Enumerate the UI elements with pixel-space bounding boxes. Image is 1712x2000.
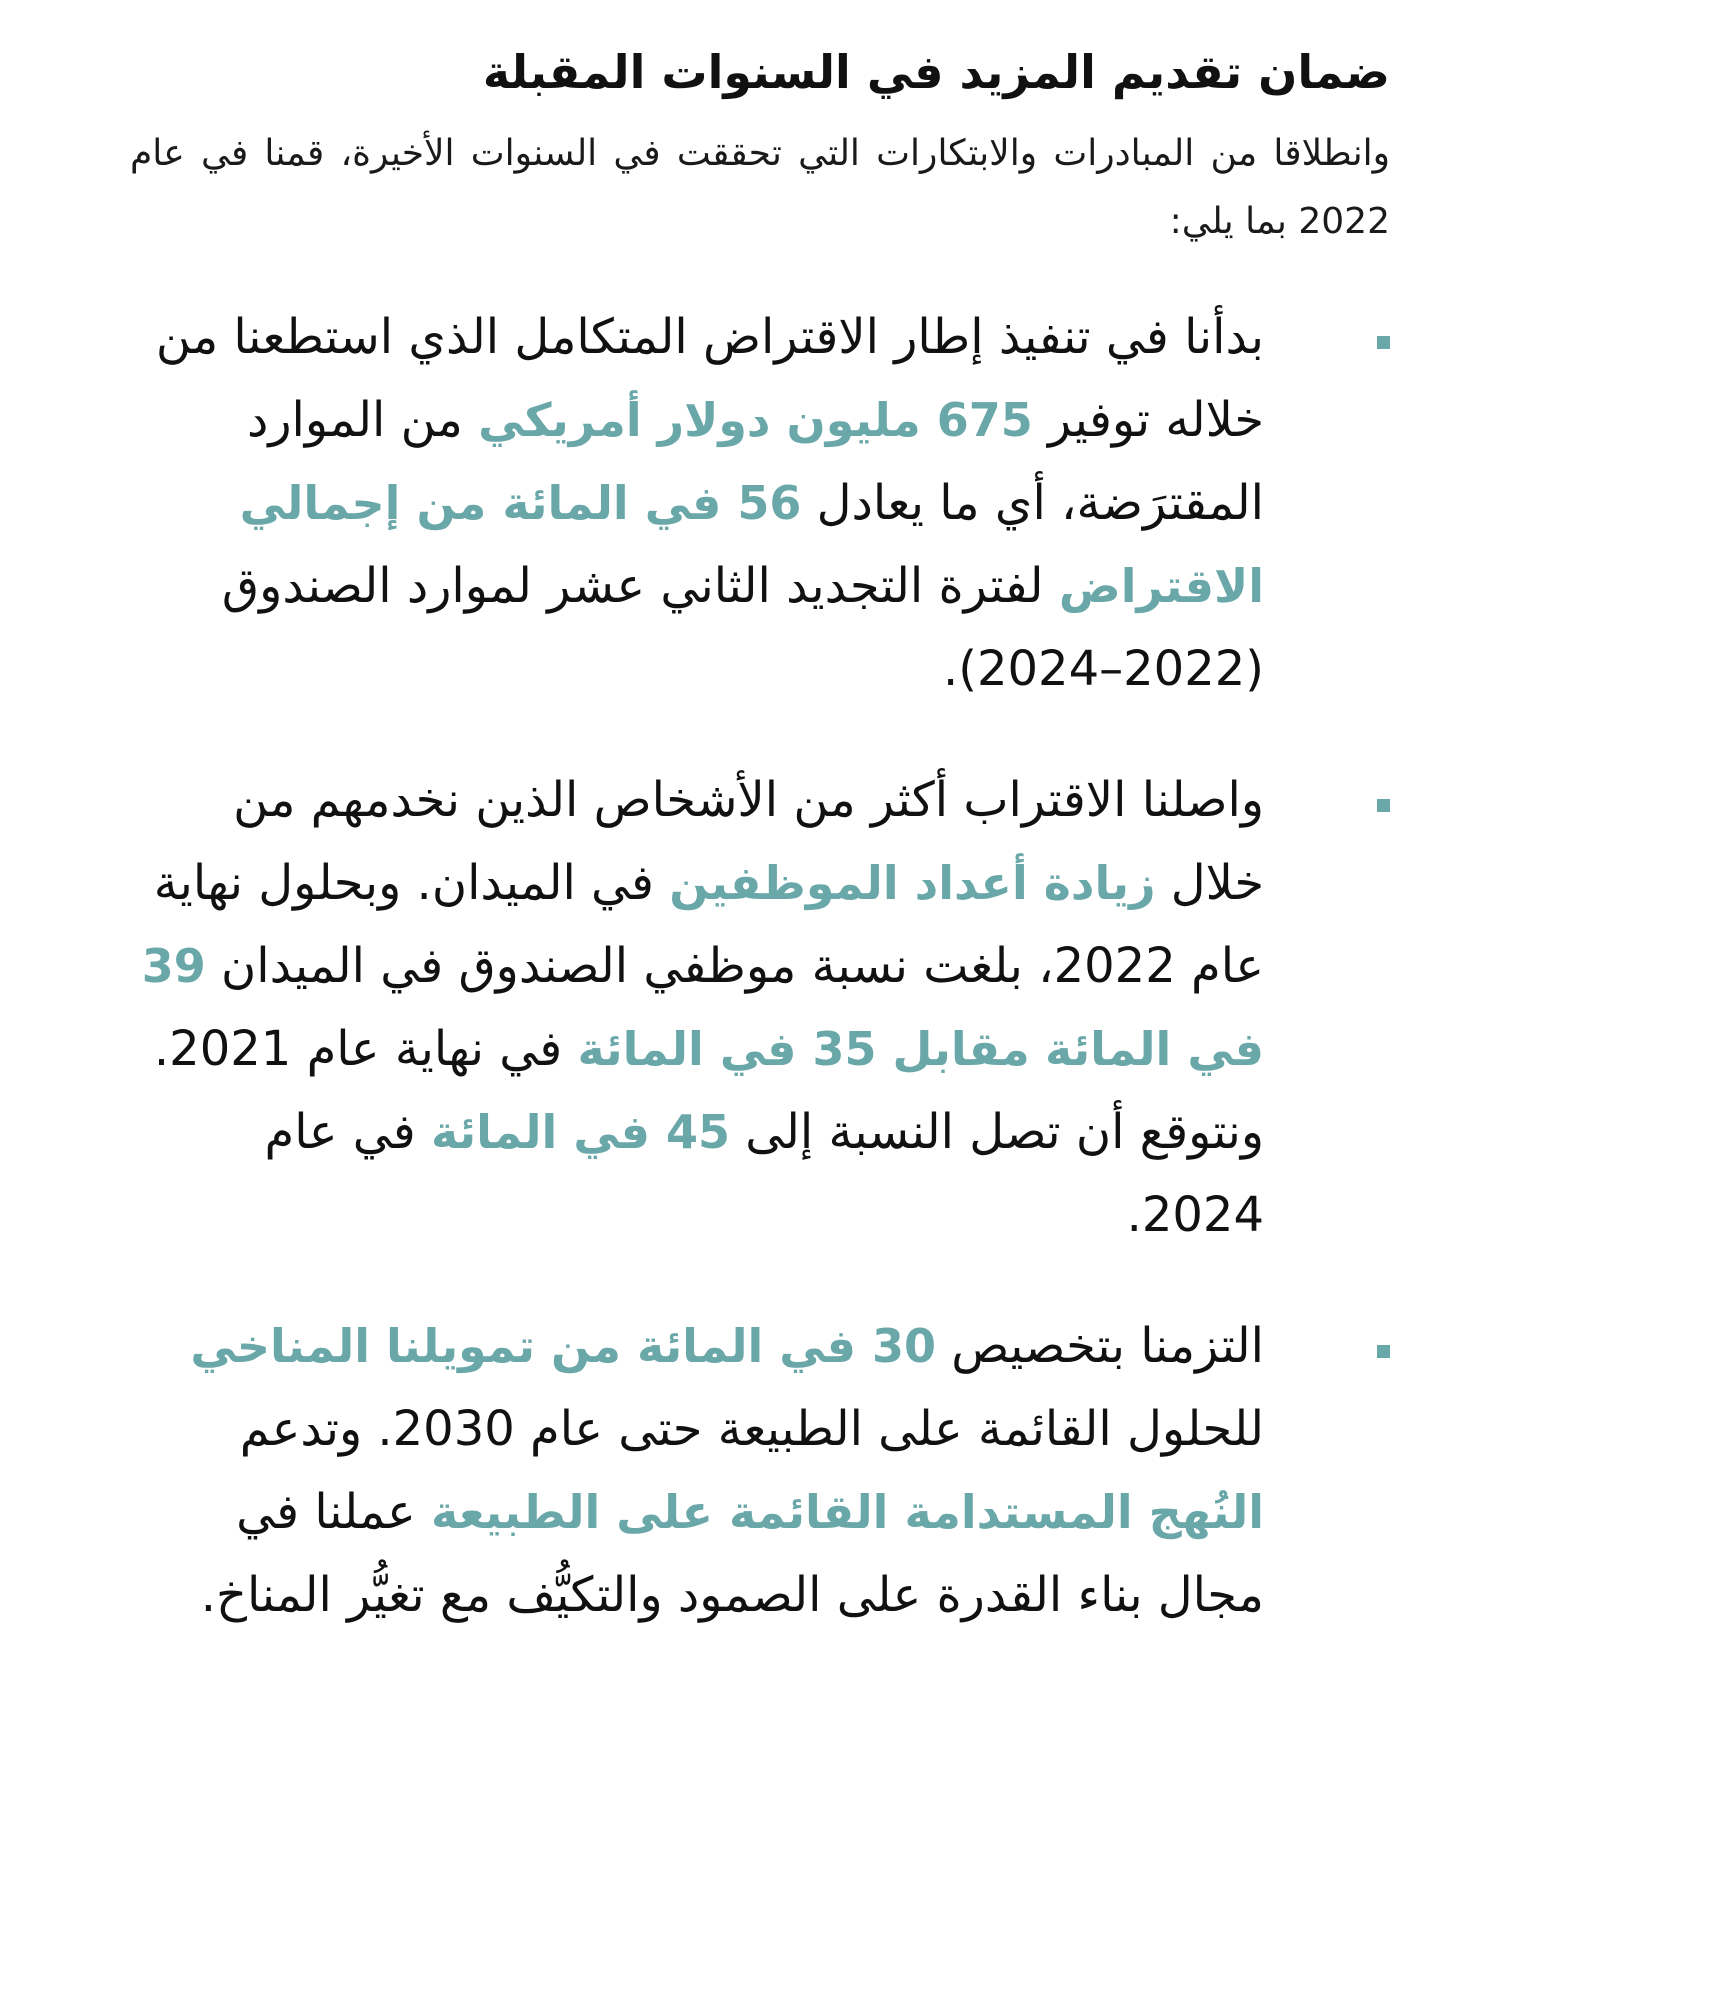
- highlight-text: النُهج المستدامة القائمة على الطبيعة: [430, 1485, 1264, 1539]
- highlight-text: زيادة أعداد الموظفين: [669, 856, 1156, 910]
- highlight-text: 675 مليون دولار أمريكي: [478, 393, 1033, 447]
- text-run: من الموارد المقترَضة، أي ما يعادل: [246, 392, 1264, 531]
- list-item-text: [130, 296, 1264, 711]
- text-run: عملنا في مجال بناء القدرة على الصمود والتكيُّف مع تغيُّر المناخ.: [200, 1484, 1264, 1623]
- bullet-square-icon: [1377, 336, 1390, 349]
- text-run: في عام 2024.: [264, 1104, 1264, 1243]
- text-run: لفترة التجديد الثاني عشر لموارد الصندوق (2022–2024).: [221, 558, 1264, 697]
- text-run: في نهاية عام 2021. ونتوقع أن تصل النسبة إلى: [153, 1021, 1264, 1160]
- highlight-text: 30 في المائة من تمويلنا المناخي: [190, 1319, 936, 1373]
- bullet-square-icon: [1377, 799, 1390, 812]
- list-item: [130, 296, 1390, 711]
- document-section: [130, 30, 1390, 1685]
- highlight-text: مقابل 35 في المائة: [577, 1022, 1030, 1076]
- achievements-list: [130, 296, 1390, 1637]
- text-run: في الميدان. وبحلول نهاية عام 2022، بلغت نسبة موظفي الصندوق في الميدان: [153, 855, 1264, 994]
- text-run: [1030, 1021, 1045, 1077]
- text-run: للحلول القائمة على الطبيعة حتى عام 2030. وتدعم: [239, 1401, 1264, 1457]
- section-heading: ضمان تقديم المزيد في السنوات المقبلة: [482, 45, 1390, 99]
- list-item-text: [130, 759, 1264, 1257]
- highlight-text: 45 في المائة: [430, 1105, 731, 1159]
- text-run: التزمنا بتخصيص: [935, 1318, 1264, 1374]
- bullet-square-icon: [1377, 1345, 1390, 1358]
- list-item-text: [130, 1305, 1264, 1637]
- intro-paragraph: وانطلاقا من المبادرات والابتكارات التي تحققت في السنوات الأخيرة، قمنا في عام 2022 بما يلي:: [130, 133, 1390, 242]
- text-run: واصلنا الاقتراب أكثر من الأشخاص الذين نخدمهم من خلال: [233, 772, 1264, 911]
- list-item: [130, 1305, 1390, 1637]
- highlight-text: 56 في المائة من إجمالي الاقتراض: [239, 476, 1264, 613]
- highlight-text: 39 في المائة: [141, 939, 1264, 1076]
- text-run: بدأنا في تنفيذ إطار الاقتراض المتكامل الذي استطعنا من خلاله توفير: [155, 309, 1264, 448]
- list-item: [130, 759, 1390, 1257]
